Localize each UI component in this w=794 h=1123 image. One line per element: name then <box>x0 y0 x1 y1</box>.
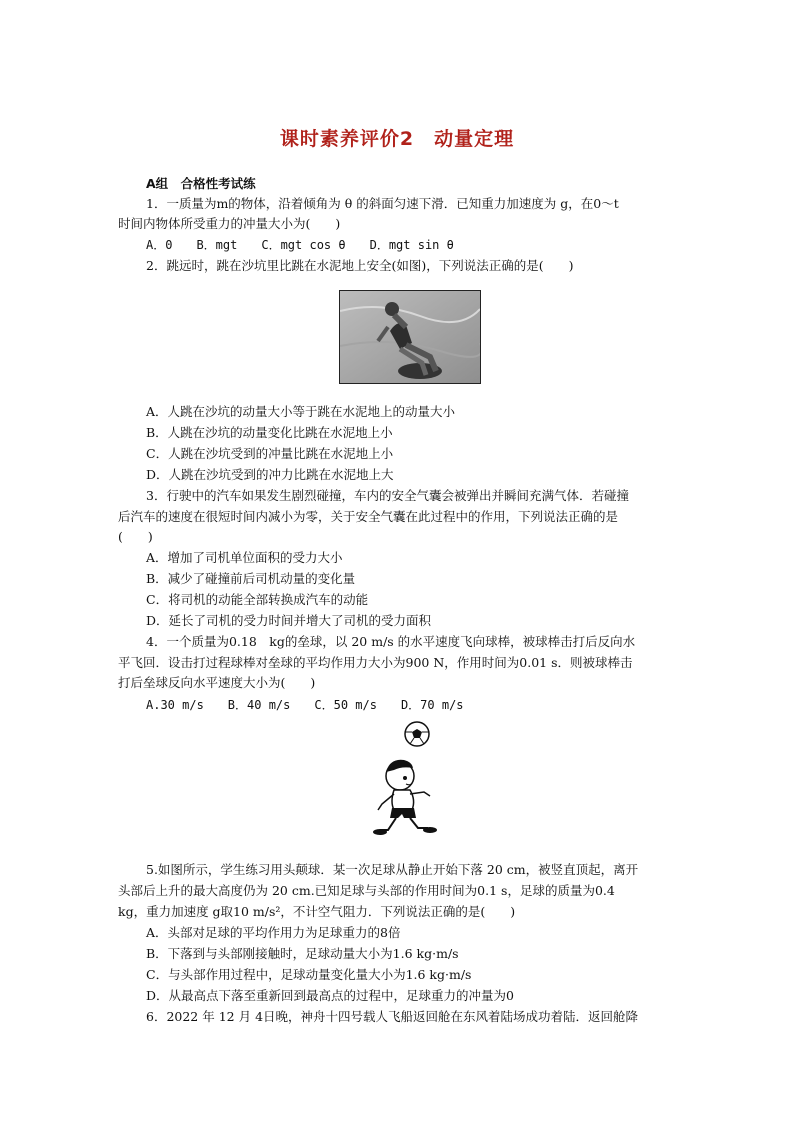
boy-heading-ball-drawing <box>368 720 450 840</box>
q6-stem-line1: 6．2022 年 12 月 4日晚，神舟十四号载人飞船返回舱在东风着陆场成功着陆．返回舱降 <box>146 1009 639 1024</box>
q4-stem-line2: 平飞回．设击打过程球棒对垒球的平均作用力大小为900 N，作用时间为0.01 s．则被球棒击 <box>118 655 633 670</box>
q1-stem-line2: 时间内物体所受重力的冲量大小为( ) <box>118 216 341 231</box>
section-heading-a: A组 合格性考试练 <box>146 176 256 191</box>
q5-stem-line3: kg，重力加速度 g取10 m/s²，不计空气阻力．下列说法正确的是( ) <box>118 904 516 919</box>
heading-ball-illustration <box>368 720 450 840</box>
q5-stem-line1: 5.如图所示，学生练习用头颠球．某一次足球从静止开始下落 20 cm，被竖直顶起，离开 <box>146 862 639 877</box>
q3-stem-line2: 后汽车的速度在很短时间内减小为零，关于安全气囊在此过程中的作用，下列说法正确的是 <box>118 509 619 524</box>
q4-stem-line1: 4．一个质量为0.18 kg的垒球，以 20 m/s 的水平速度飞向球棒，被球棒击打后反向水 <box>146 634 636 649</box>
q4-options: A.30 m/s B．40 m/s C．50 m/s D．70 m/s <box>146 698 464 712</box>
q1-stem-line1: 1．一质量为m的物体，沿着倾角为 θ 的斜面匀速下滑．已知重力加速度为 g，在0～t <box>146 196 619 211</box>
q5-stem-line2: 头部后上升的最大高度仍为 20 cm.已知足球与头部的作用时间为0.1 s，足球的质量为0.4 <box>118 883 615 898</box>
q2-stem: 2．跳远时，跳在沙坑里比跳在水泥地上安全(如图)，下列说法正确的是( ) <box>146 258 574 273</box>
q3-option-a: A．增加了司机单位面积的受力大小 <box>146 550 343 565</box>
q3-option-c: C．将司机的动能全部转换成汽车的动能 <box>146 592 369 607</box>
q2-option-c: C．人跳在沙坑受到的冲量比跳在水泥地上小 <box>146 446 394 461</box>
q3-stem-line1: 3．行驶中的汽车如果发生剧烈碰撞，车内的安全气囊会被弹出并瞬间充满气体．若碰撞 <box>146 488 629 503</box>
q1-options: A．0 B．mgt C．mgt cos θ D．mgt sin θ <box>146 238 454 252</box>
q2-option-d: D．人跳在沙坑受到的冲力比跳在水泥地上大 <box>146 467 394 482</box>
q4-stem-line3: 打后垒球反向水平速度大小为( ) <box>118 675 316 690</box>
q5-option-b: B．下落到与头部刚接触时，足球动量大小为1.6 kg·m/s <box>146 946 459 961</box>
q5-option-c: C．与头部作用过程中，足球动量变化量大小为1.6 kg·m/s <box>146 967 472 982</box>
q3-option-d: D．延长了司机的受力时间并增大了司机的受力面积 <box>146 613 432 628</box>
long-jump-photo <box>339 290 481 384</box>
q2-option-a: A．人跳在沙坑的动量大小等于跳在水泥地上的动量大小 <box>146 404 456 419</box>
q2-option-b: B．人跳在沙坑的动量变化比跳在水泥地上小 <box>146 425 393 440</box>
q3-stem-line3: ( ) <box>118 529 153 544</box>
page-title: 课时素养评价2 动量定理 <box>279 128 515 150</box>
q5-option-a: A．头部对足球的平均作用力为足球重力的8倍 <box>146 925 401 940</box>
q3-option-b: B．减少了碰撞前后司机动量的变化量 <box>146 571 356 586</box>
q5-option-d: D．从最高点下落至重新回到最高点的过程中，足球重力的冲量为0 <box>146 988 514 1003</box>
long-jump-illustration <box>340 291 480 383</box>
